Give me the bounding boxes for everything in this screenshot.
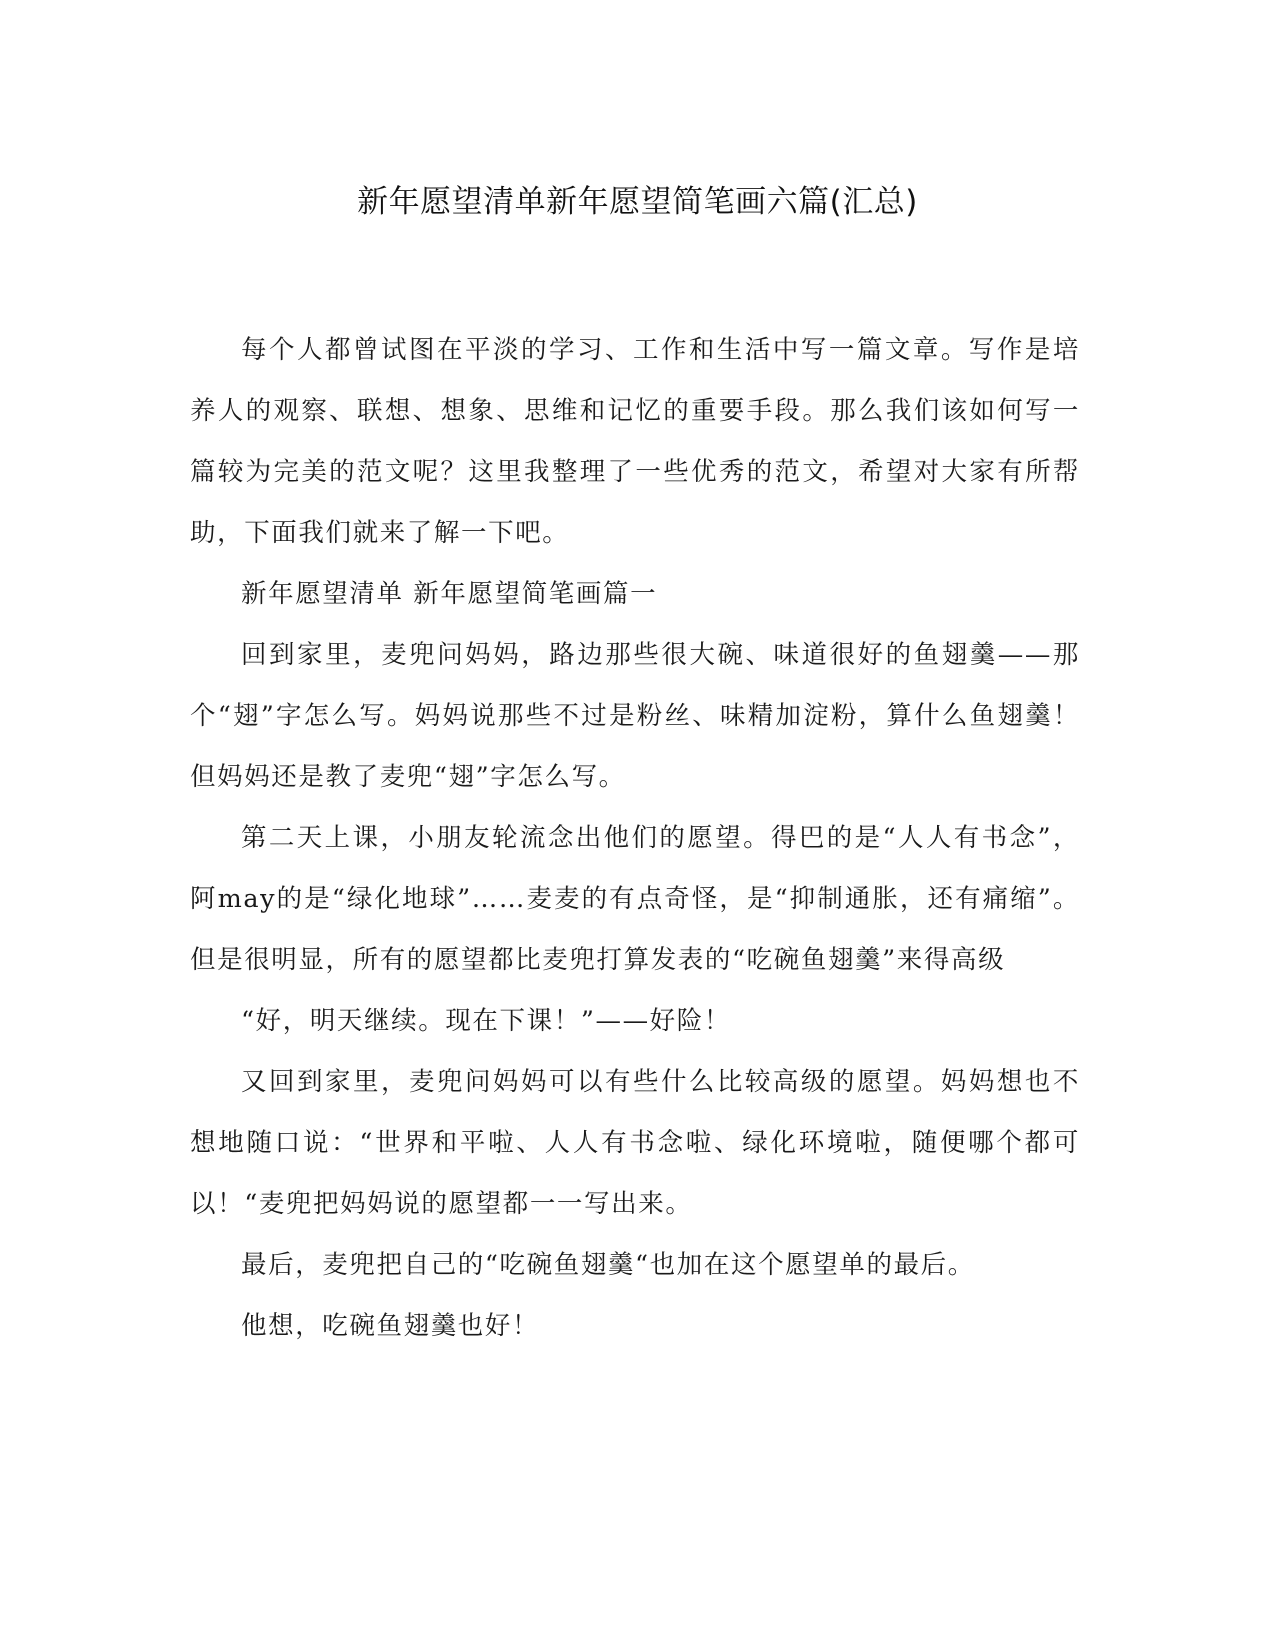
document-title: 新年愿望清单新年愿望简笔画六篇(汇总) [357, 184, 918, 220]
paragraph-section-heading: 新年愿望清单 新年愿望简笔画篇一 [241, 579, 658, 609]
paragraph-story-6: 他想，吃碗鱼翅羹也好！ [241, 1311, 540, 1341]
paragraph-story-3: “好，明天继续。现在下课！”——好险！ [241, 1006, 731, 1036]
paragraph-story-5: 最后，麦兜把自己的“吃碗鱼翅羹“也加在这个愿望单的最后。 [241, 1250, 975, 1280]
paragraph-story-4: 又回到家里，麦兜问妈妈可以有些什么比较高级的愿望。妈妈想也不想地随口说：“世界和平啦、人人有书念啦、绿化环境啦，随便哪个都可以！“麦兜把妈妈说的愿望都一一写出来。 [190, 1067, 1080, 1219]
document-body [190, 320, 1080, 1357]
paragraph-story-2: 第二天上课，小朋友轮流念出他们的愿望。得巴的是“人人有书念”，阿may的是“绿化地球”……麦麦的有点奇怪，是“抑制通胀，还有痛缩”。但是很明显，所有的愿望都比麦兜打算发表的“吃碗鱼翅羹”来得高级 [190, 823, 1080, 975]
paragraph-intro: 每个人都曾试图在平淡的学习、工作和生活中写一篇文章。写作是培养人的观察、联想、想象、思维和记忆的重要手段。那么我们该如何写一篇较为完美的范文呢？这里我整理了一些优秀的范文，希望对大家有所帮助，下面我们就来了解一下吧。 [190, 335, 1080, 548]
paragraph-story-1: 回到家里，麦兜问妈妈，路边那些很大碗、味道很好的鱼翅羹——那个“翅”字怎么写。妈妈说那些不过是粉丝、味精加淀粉，算什么鱼翅羹！但妈妈还是教了麦兜“翅”字怎么写。 [190, 640, 1080, 792]
